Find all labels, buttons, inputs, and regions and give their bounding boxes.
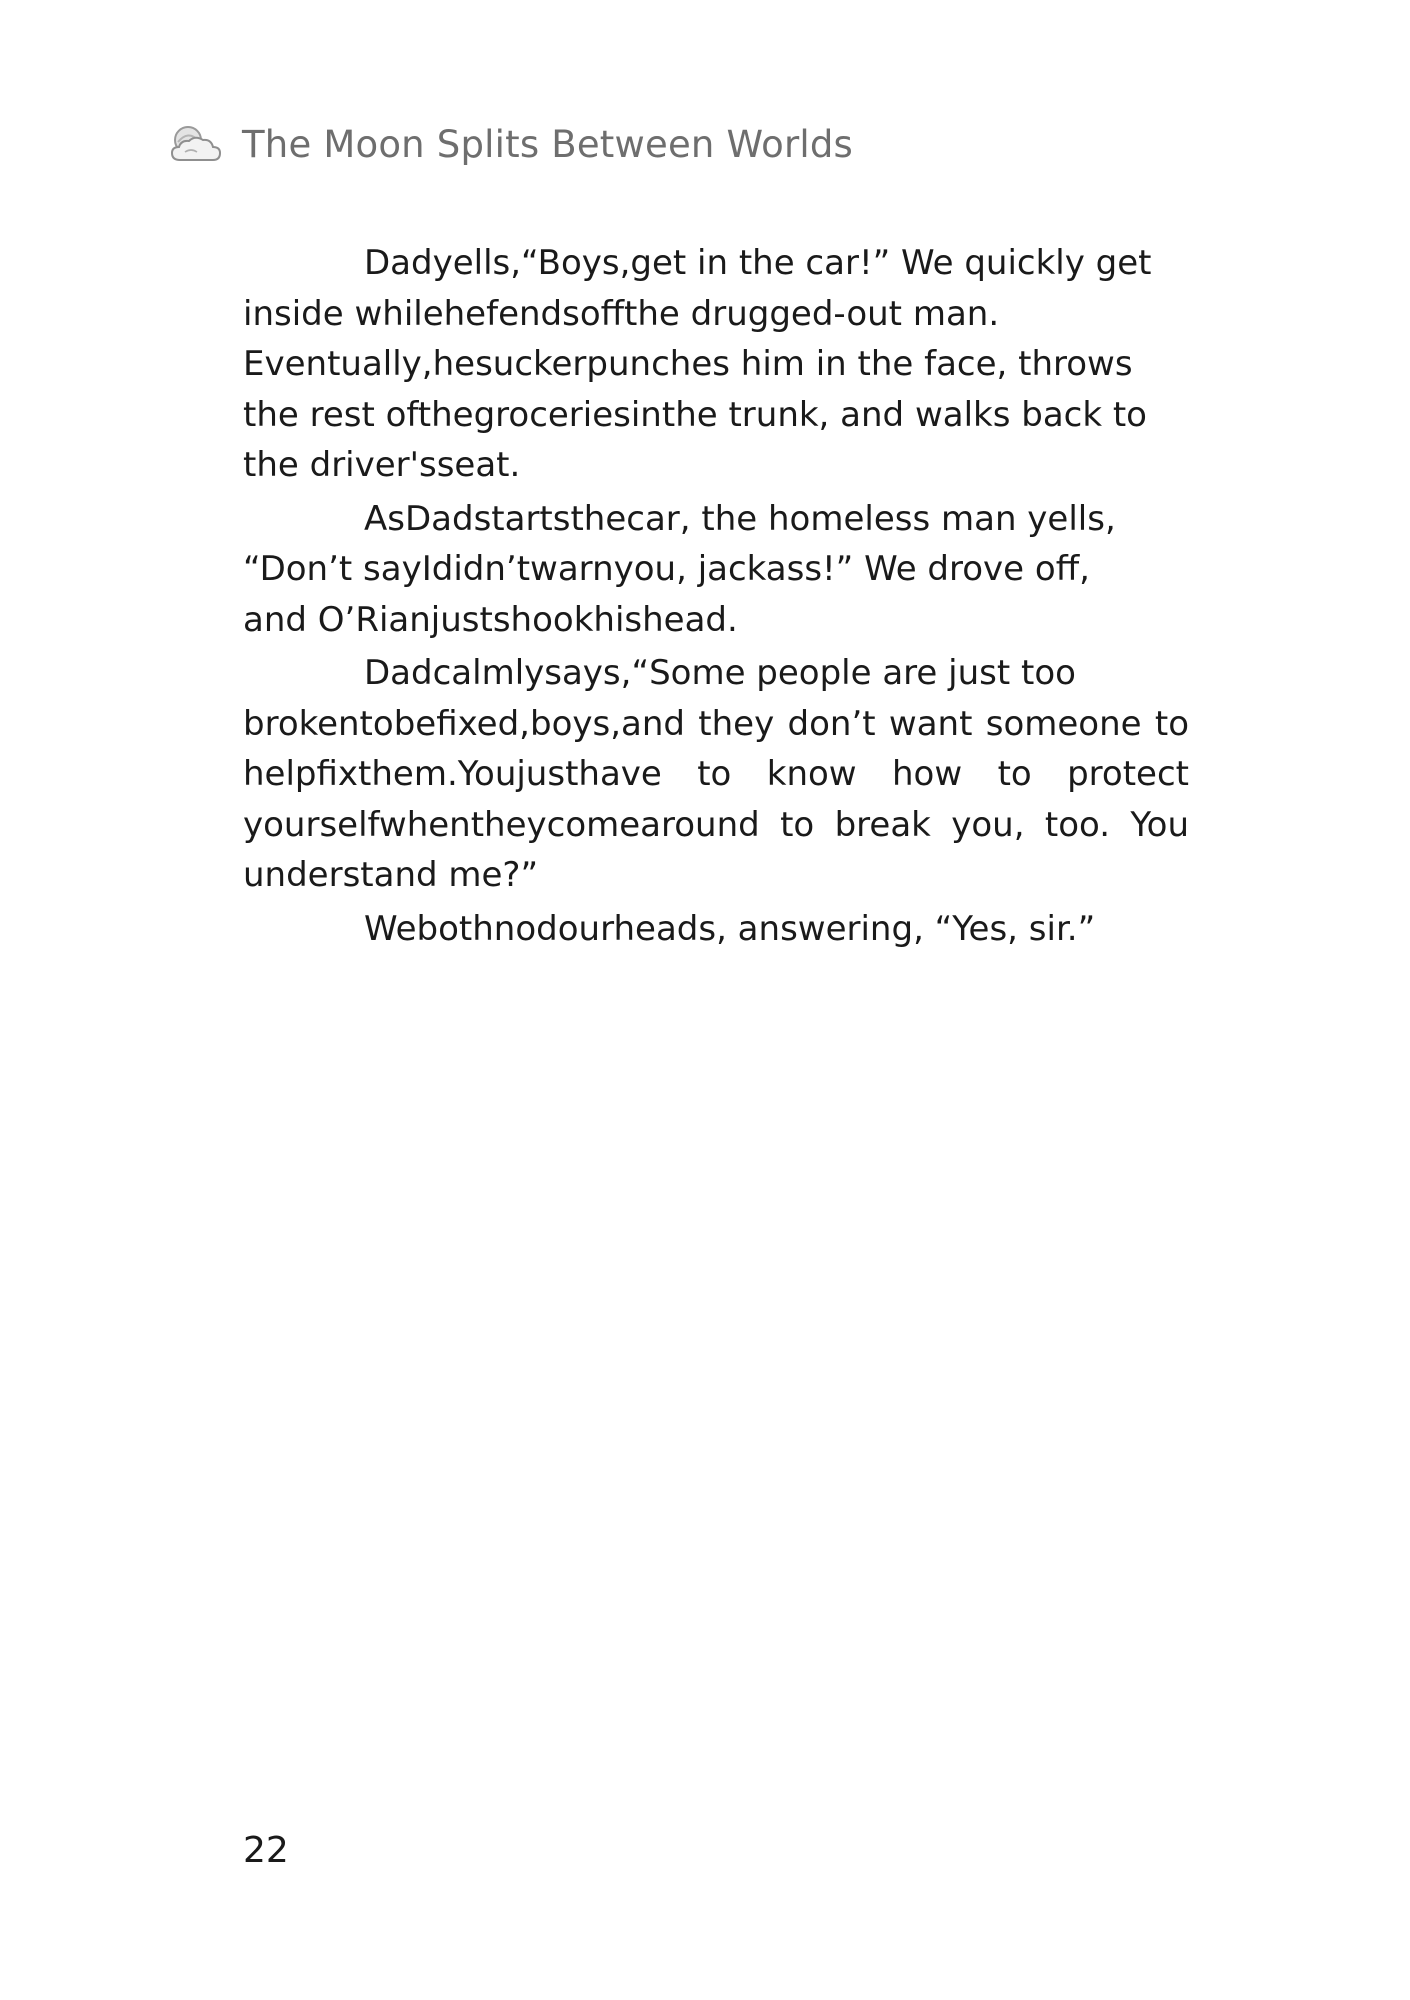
text-line: Dadcalmlysays,“Some people are just too [364,653,1076,693]
page-body [243,238,1189,954]
cloud-moon-icon [166,122,224,166]
book-title: The Moon Splits Between Worlds [242,122,854,166]
paragraph [243,648,1189,901]
paragraph [243,238,1189,491]
text-line: understand me?” [243,855,539,895]
page-number: 22 [243,1830,289,1871]
running-header [166,116,853,172]
text-line: brokentobefixed,boys,and they don’t want someone to [243,703,1189,744]
text-line: yourselfwhentheycomearound to break you, too. You [243,804,1189,845]
paragraph [243,904,1189,955]
text-line: Webothnodourheads, answering, “Yes, sir.” [364,908,1096,949]
text-line: the rest ofthegroceriesinthe trunk, and walks back to [243,394,1147,435]
text-line: “Don’t sayIdidn’twarnyou, jackass!” We drove off, [243,549,1090,589]
text-line: Eventually,hesuckerpunches him in the face, throws [243,344,1133,384]
paragraph [243,494,1189,646]
text-line: helpfixthem.Youjusthave to know how to protect [243,754,1189,794]
text-line: inside whilehefendsoffthe drugged-out man. [243,293,1000,334]
text-line: AsDadstartsthecar, the homeless man yells, [364,498,1116,539]
text-line: the driver'sseat. [243,445,521,485]
text-line: Dadyells,“Boys,get in the car!” We quickly get [364,243,1152,283]
text-line: and O’Rianjustshookhishead. [243,599,738,640]
